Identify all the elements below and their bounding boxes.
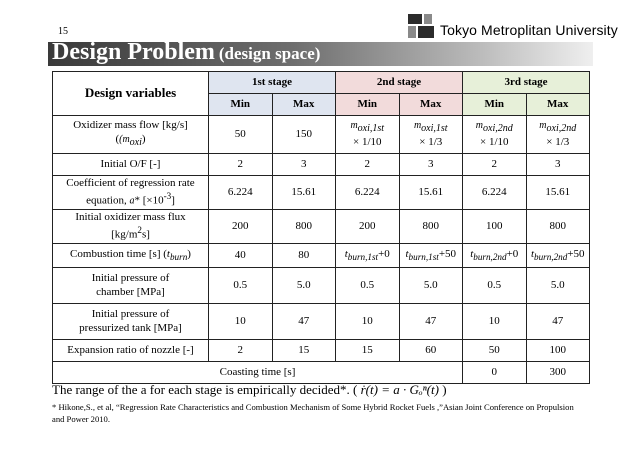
stage-header-1: 1st stage [209, 72, 336, 94]
table-cell: 15.61 [526, 176, 590, 210]
table-cell: 2 [209, 340, 273, 362]
table-cell: 60 [399, 340, 463, 362]
page-number: 15 [58, 26, 68, 37]
table-row [53, 210, 590, 244]
table-cell: $t_{burn,1st}+0$ [336, 244, 400, 268]
table-cell: 300 [526, 362, 590, 384]
table-row [53, 340, 590, 362]
table-cell: 200 [209, 210, 273, 244]
row-label: Initial pressure of pressurized tank [MPa] [53, 304, 209, 340]
row-label: Combustion time [s] $(t_{burn})$ [53, 244, 209, 268]
table-cell: 40 [209, 244, 273, 268]
table-cell: 0.5 [209, 268, 273, 304]
regression-rate-formula: ṙ(t) = a · Gₒⁿ(t) [360, 382, 439, 397]
table-cell: 2 [463, 154, 527, 176]
table-cell: 800 [399, 210, 463, 244]
table-cell: $t_{burn,2nd}+0$ [463, 244, 527, 268]
table-cell: 5.0 [399, 268, 463, 304]
table-cell: 15 [272, 340, 336, 362]
table-row [53, 176, 590, 210]
table-cell: 800 [272, 210, 336, 244]
row-label: Coefficient of regression rate equation, a* $[\times 10^{-3}]$ [53, 176, 209, 210]
design-variables-header: Design variables [53, 72, 209, 116]
table-cell: 6.224 [463, 176, 527, 210]
max-header: Max [272, 94, 336, 116]
max-header: Max [526, 94, 590, 116]
table-cell: 150 [272, 116, 336, 154]
table-cell: $t_{burn,1st}+50$ [399, 244, 463, 268]
table-row [53, 244, 590, 268]
table-cell: $m_{oxi,1st}$ × 1/10 [336, 116, 400, 154]
table-cell: 5.0 [526, 268, 590, 304]
min-header: Min [209, 94, 273, 116]
title-main: Design Problem [52, 39, 215, 65]
stage-header-3: 3rd stage [463, 72, 590, 94]
row-label: Initial O/F [-] [53, 154, 209, 176]
row-label: Oxidizer mass flow [kg/s] ($(m_{oxi})$ [53, 116, 209, 154]
table-row [53, 154, 590, 176]
university-logo-icon [408, 14, 436, 40]
table-row [53, 362, 590, 384]
table-cell: $t_{burn,2nd}+50$ [526, 244, 590, 268]
table-cell: 50 [463, 340, 527, 362]
max-header: Max [399, 94, 463, 116]
table-cell: 47 [399, 304, 463, 340]
range-note: The range of the a for each stage is empirically decided*. ( ṙ(t) = a · Gₒⁿ(t) ) [52, 382, 447, 397]
table-cell: 0.5 [336, 268, 400, 304]
table-cell: 47 [272, 304, 336, 340]
table-cell: $m_{oxi,1st}$ × 1/3 [399, 116, 463, 154]
table-cell: 200 [336, 210, 400, 244]
table-cell: 15.61 [399, 176, 463, 210]
reference-note: * Hikone,S., et al, “Regression Rate Characteristics and Combustion Mechanism of Some Hybrid Rocket Fuels ,”Asian Joint Conference on Propulsion and Power 2010. [52, 402, 574, 425]
university-name: Tokyo Metroplitan University [440, 22, 618, 38]
table-cell: 50 [209, 116, 273, 154]
row-label: Expansion ratio of nozzle [-] [53, 340, 209, 362]
table-row [53, 116, 590, 154]
table-cell: 6.224 [336, 176, 400, 210]
table-cell: 3 [399, 154, 463, 176]
table-cell: 3 [526, 154, 590, 176]
table-cell: 2 [209, 154, 273, 176]
table-cell: 800 [526, 210, 590, 244]
title-sub: (design space) [218, 44, 321, 63]
table-cell: 2 [336, 154, 400, 176]
table-row [53, 304, 590, 340]
min-header: Min [463, 94, 527, 116]
table-cell: 0.5 [463, 268, 527, 304]
table-cell: 47 [526, 304, 590, 340]
table-cell: 15 [336, 340, 400, 362]
slide-title [52, 39, 320, 66]
row-label: Initial oxidizer mass flux $[kg/m^2s]$ [53, 210, 209, 244]
stage-header-2: 2nd stage [336, 72, 463, 94]
table-cell: $m_{oxi,2nd}$ × 1/10 [463, 116, 527, 154]
table-cell: 10 [463, 304, 527, 340]
table-cell: 80 [272, 244, 336, 268]
design-variables-table [52, 71, 590, 384]
table-cell: 10 [336, 304, 400, 340]
table-cell: 10 [209, 304, 273, 340]
table-cell: 100 [463, 210, 527, 244]
table-cell: 0 [463, 362, 527, 384]
table-cell: 3 [272, 154, 336, 176]
table-cell: 15.61 [272, 176, 336, 210]
table-row [53, 268, 590, 304]
table-cell: 100 [526, 340, 590, 362]
row-label: Coasting time [s] [53, 362, 463, 384]
min-header: Min [336, 94, 400, 116]
table-cell: 6.224 [209, 176, 273, 210]
row-label: Initial pressure of chamber [MPa] [53, 268, 209, 304]
table-cell: $m_{oxi,2nd}$ × 1/3 [526, 116, 590, 154]
table-cell: 5.0 [272, 268, 336, 304]
